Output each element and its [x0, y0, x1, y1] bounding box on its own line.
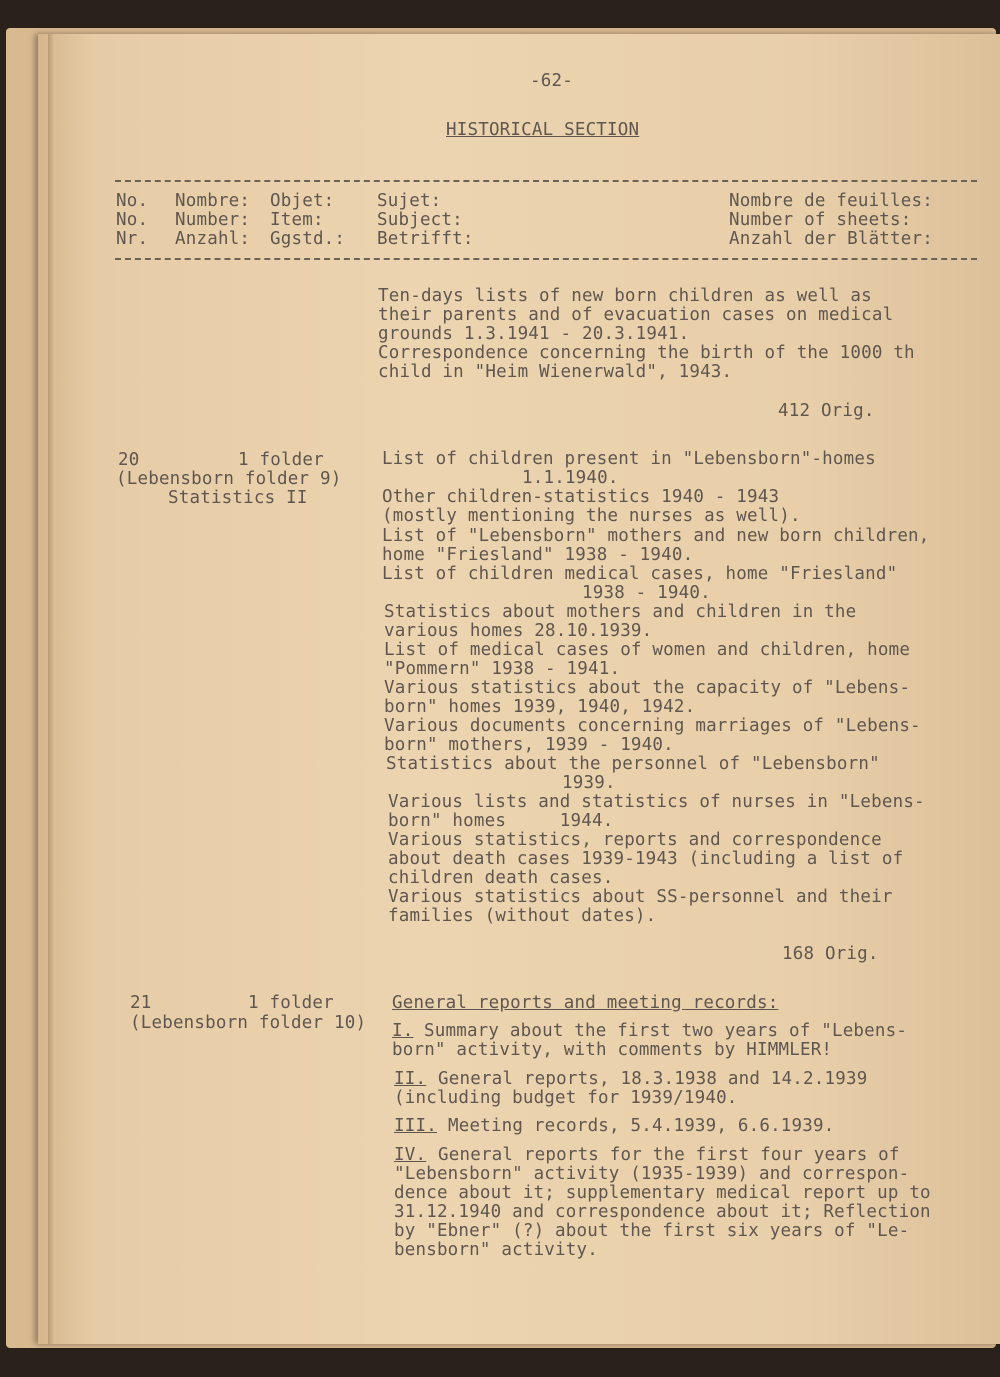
- entry-20-line: Various statistics about SS-personnel and their: [388, 887, 893, 907]
- header-nr-de: Nr.: [116, 229, 149, 249]
- continued-sheets: 412 Orig.: [778, 401, 875, 421]
- entry-20-title: Statistics II: [168, 488, 308, 508]
- header-item-en: Item:: [270, 210, 324, 230]
- entry-20-line: Statistics about the personnel of "Lebensborn": [386, 754, 880, 774]
- entry-20-line: List of children present in "Lebensborn"-homes: [382, 449, 876, 469]
- page-edge: [48, 34, 54, 1344]
- entry-20-folder: (Lebensborn folder 9): [116, 469, 342, 489]
- entry-21-item-line: Summary about the first two years of "Lebens-: [424, 1021, 908, 1041]
- header-sheets-fr: Nombre de feuilles:: [729, 191, 933, 211]
- entry-21-item-line: (including budget for 1939/1940.: [394, 1088, 738, 1108]
- header-subject-fr: Sujet:: [377, 191, 442, 211]
- entry-20-line: born" homes 1944.: [388, 811, 614, 831]
- continued-line: their parents and of evacuation cases on medical: [378, 305, 894, 325]
- entry-21-item-line: born" activity, with comments by HIMMLER!: [392, 1040, 833, 1060]
- entry-20-number: 20: [118, 450, 140, 470]
- entry-20-line: Various statistics, reports and correspondence: [388, 830, 882, 850]
- entry-21-item-number: IV.: [394, 1145, 427, 1165]
- entry-20-line: List of children medical cases, home "Friesland": [382, 564, 898, 584]
- entry-21-item-line: Meeting records, 5.4.1939, 6.6.1939.: [448, 1116, 835, 1136]
- header-item-fr: Objet:: [270, 191, 335, 211]
- entry-20-line: children death cases.: [388, 868, 614, 888]
- entry-20-line: about death cases 1939-1943 (including a list of: [388, 849, 904, 869]
- entry-20-line: various homes 28.10.1939.: [384, 621, 653, 641]
- entry-21-item-line: "Lebensborn" activity (1935-1939) and correspon-: [394, 1164, 910, 1184]
- continued-line: Ten-days lists of new born children as well as: [378, 286, 872, 306]
- entry-21-item-line: bensborn" activity.: [394, 1240, 598, 1260]
- continued-line: grounds 1.3.1941 - 20.3.1941.: [378, 324, 690, 344]
- header-sheets-en: Number of sheets:: [729, 210, 912, 230]
- header-count-de: Anzahl:: [175, 229, 251, 249]
- entry-20-line: List of medical cases of women and children, home: [384, 640, 911, 660]
- entry-20-sheets: 168 Orig.: [782, 944, 879, 964]
- header-subject-de: Betrifft:: [377, 229, 474, 249]
- entry-21-folder: (Lebensborn folder 10): [130, 1013, 367, 1033]
- continued-line: Correspondence concerning the birth of the 1000 th: [378, 343, 915, 363]
- entry-21-heading: General reports and meeting records:: [392, 993, 779, 1013]
- entry-20-line: born" mothers, 1939 - 1940.: [384, 735, 674, 755]
- entry-20-line: "Pommern" 1938 - 1941.: [384, 659, 621, 679]
- entry-20-line: families (without dates).: [388, 906, 657, 926]
- header-bottom-rule: [115, 258, 977, 260]
- entry-20-line: 1939.: [562, 773, 616, 793]
- entry-21-item-line: General reports, 18.3.1938 and 14.2.1939: [438, 1069, 868, 1089]
- entry-20-line: born" homes 1939, 1940, 1942.: [384, 697, 696, 717]
- entry-21-item-number: III.: [394, 1116, 437, 1136]
- header-count-fr: Nombre:: [175, 191, 251, 211]
- entry-20-line: List of "Lebensborn" mothers and new born children,: [382, 526, 930, 546]
- entry-20-line: (mostly mentioning the nurses as well).: [382, 506, 801, 526]
- entry-20-line: Other children-statistics 1940 - 1943: [382, 487, 780, 507]
- header-top-rule: [115, 180, 977, 182]
- entry-20-line: 1938 - 1940.: [582, 583, 711, 603]
- entry-20-count: 1 folder: [238, 450, 324, 470]
- continued-line: child in "Heim Wienerwald", 1943.: [378, 362, 733, 382]
- entry-20-line: Various lists and statistics of nurses in "Lebens-: [388, 792, 925, 812]
- entry-21-item-line: General reports for the first four years of: [438, 1145, 900, 1165]
- header-subject-en: Subject:: [377, 210, 463, 230]
- header-no-fr: No.: [116, 191, 149, 211]
- page-number: -62-: [530, 71, 573, 91]
- entry-21-number: 21: [130, 993, 152, 1013]
- entry-21-count: 1 folder: [248, 993, 334, 1013]
- entry-21-item-number: I.: [392, 1021, 414, 1041]
- entry-20-line: Various statistics about the capacity of "Lebens-: [384, 678, 911, 698]
- header-item-de: Ggstd.:: [270, 229, 346, 249]
- header-no-en: No.: [116, 210, 149, 230]
- section-title: HISTORICAL SECTION: [446, 120, 640, 140]
- header-count-en: Number:: [175, 210, 251, 230]
- entry-20-line: home "Friesland" 1938 - 1940.: [382, 545, 694, 565]
- entry-20-line: 1.1.1940.: [522, 468, 619, 488]
- entry-21-item-line: by "Ebner" (?) about the first six years of "Le-: [394, 1221, 910, 1241]
- entry-21-item-number: II.: [394, 1069, 427, 1089]
- header-sheets-de: Anzahl der Blätter:: [729, 229, 933, 249]
- entry-20-line: Various documents concerning marriages of "Lebens-: [384, 716, 921, 736]
- entry-21-item-line: dence about it; supplementary medical report up to: [394, 1183, 931, 1203]
- entry-20-line: Statistics about mothers and children in the: [384, 602, 857, 622]
- entry-21-item-line: 31.12.1940 and correspondence about it; Reflection: [394, 1202, 931, 1222]
